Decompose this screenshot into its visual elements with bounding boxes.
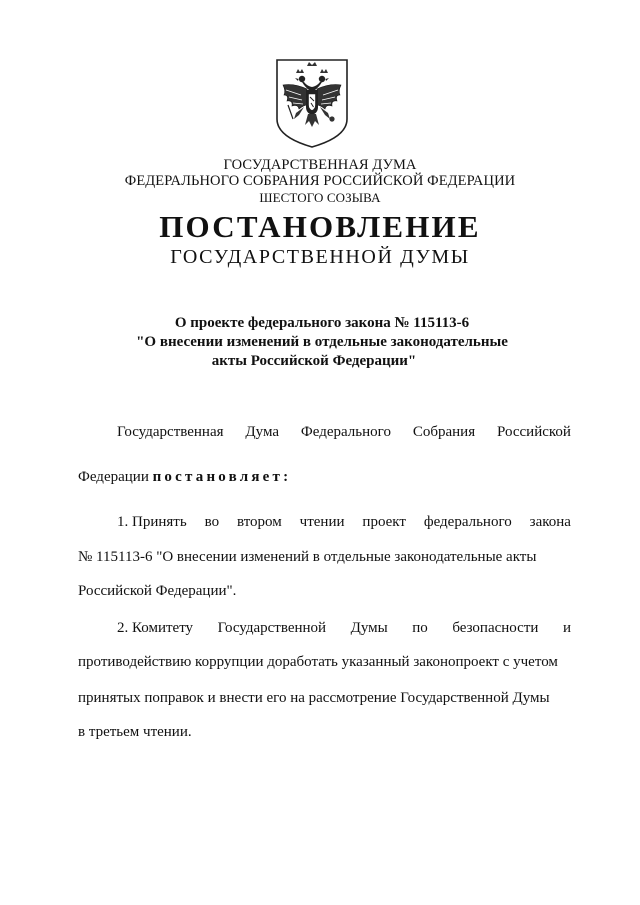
preamble-word: Дума [245, 424, 280, 440]
assembly-name: ФЕДЕРАЛЬНОГО СОБРАНИЯ РОССИЙСКОЙ ФЕДЕРАЦИИ [124, 173, 516, 189]
paragraph-line: № 115113-6 "О внесении изменений в отдельные законодательные акты [78, 549, 537, 565]
preamble-line [117, 422, 571, 442]
paragraph-line: в третьем чтении. [78, 724, 192, 740]
paragraph-word: и [562, 620, 571, 636]
decision-verb: постановляет: [152, 469, 292, 485]
paragraph-line: Российской Федерации". [78, 583, 237, 599]
paragraph-word: Думы [350, 620, 388, 636]
document-subtitle: ГОСУДАРСТВЕННОЙ ДУМЫ [170, 246, 470, 268]
paragraph-line [117, 618, 571, 638]
preamble-word: Российской [497, 424, 571, 440]
bill-title-line: "О внесении изменений в отдельные законодательные [136, 334, 508, 350]
paragraph-word: втором [236, 514, 282, 530]
preamble-start: Федерации [78, 469, 149, 485]
paragraph-line: принятых поправок и внести его на рассмотрение Государственной Думы [78, 690, 550, 706]
paragraph-line [117, 512, 571, 532]
convocation: ШЕСТОГО СОЗЫВА [259, 190, 381, 205]
paragraph-word: Государственной [217, 620, 327, 636]
paragraph-word: чтении [299, 514, 345, 530]
paragraph-line: противодействию коррупции доработать указанный законопроект с учетом [78, 654, 558, 670]
russian-double-headed-eagle-emblem-icon [274, 57, 350, 149]
paragraph-word: 2. Комитету [117, 620, 194, 636]
paragraph-word: безопасности [452, 620, 539, 636]
parliament-name: ГОСУДАРСТВЕННАЯ ДУМА [223, 157, 417, 173]
paragraph-word: проект [362, 514, 406, 530]
paragraph-word: федерального [423, 514, 512, 530]
paragraph-word: закона [529, 514, 571, 530]
preamble-word: Федерального [300, 424, 391, 440]
preamble-word: Собрания [412, 424, 476, 440]
paragraph-word: 1. Принять [117, 514, 187, 530]
bill-title-line: О проекте федерального закона № 115113-6 [174, 315, 470, 331]
preamble-word: Государственная [117, 424, 224, 440]
paragraph-word: по [412, 620, 428, 636]
preamble-line [78, 467, 291, 487]
paragraph-word: во [204, 514, 220, 530]
bill-title-line: акты Российской Федерации" [211, 353, 417, 369]
document-title: ПОСТАНОВЛЕНИЕ [159, 209, 481, 244]
